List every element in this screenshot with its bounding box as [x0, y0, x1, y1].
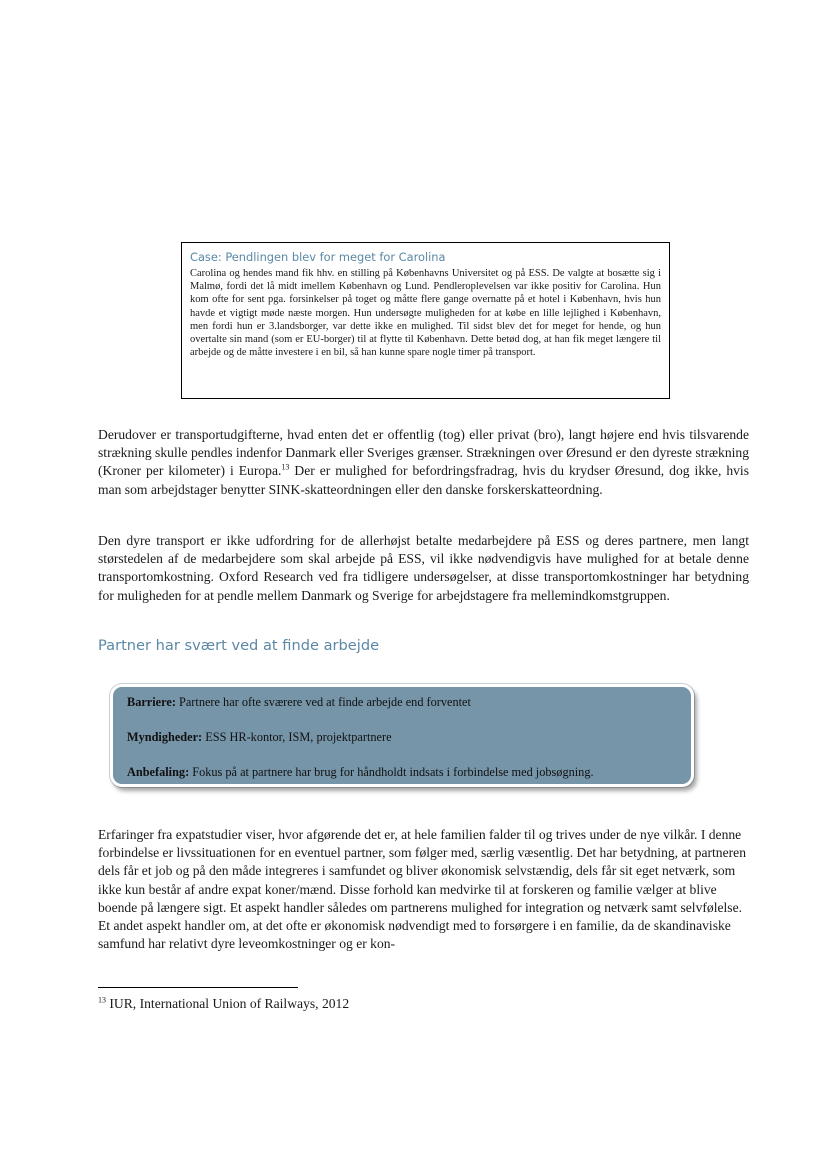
- barrier-label: Barriere:: [127, 695, 176, 709]
- footnote-number: 13: [98, 995, 106, 1005]
- case-body: Carolina og hendes mand fik hhv. en stilling på Københavns Universitet og på ESS. De valgte at bosætte sig i Malmø, fordi det lå midt imellem København og Lund. Pendleroplevelsen var ikke positiv for Carolina. Hun kom ofte for sent pga. forsinkelser på toget og måtte flere gange overnatte på et hotel i København, hvis hun havde et vigtigt møde næste morgen. Hun undersøgte muligheden for at købe en lille lejlighed i København, men fordi hun er 3.landsborger, var dette ikke en mulighed. Til sidst blev det for meget for hende, og hun overtalte sin mand (som er EU-borger) til at flytte til København. Dette betød dog, at han fik meget længere til arbejde og de måtte investere i en bil, så han kunne spare nogle timer på transport.: [190, 268, 661, 359]
- recommendation-label: Anbefaling:: [127, 765, 190, 779]
- paragraph-transport-costs: [98, 426, 749, 499]
- recommendation-line: [127, 764, 677, 781]
- case-box: [181, 242, 670, 399]
- footnote-divider: [98, 987, 298, 988]
- paragraph-transport-costs-text: Derudover er transportudgifterne, hvad enten det er offentlig (tog) eller privat (bro), langt højere end hvis tilsvarende strækning skulle pendles indenfor Danmark eller Sveriges grænser. Strækningen over Øresund er den dyreste strækning (Kroner per kilometer) i Europa.: [98, 427, 749, 479]
- authorities-line: [127, 729, 677, 746]
- footnote-reference[interactable]: 13: [281, 462, 290, 472]
- authorities-text: ESS HR-kontor, ISM, projektpartnere: [202, 730, 392, 744]
- section-heading: Partner har svært ved at finde arbejde: [98, 637, 380, 654]
- paragraph-transport-costs-text-after: Der er mulighed for befordringsfradrag, hvis du krydser Øresund, dog ikke, hvis man som arbejdstager benytter SINK-skatteordningen eller den danske forskerskatteordning.: [98, 463, 750, 497]
- authorities-label: Myndigheder:: [127, 730, 203, 744]
- recommendation-box: [110, 684, 694, 787]
- paragraph-expat-studies: Erfaringer fra expatstudier viser, hvor afgørende det er, at hele familien falder til og trives under de nye vilkår. I denne forbindelse er livssituationen for en eventuel partner, som følger med, særlig væsentlig. Det har betydning, at partneren dels får et job og på den måde integreres i samfundet og bliver økonomisk selvstændig, dels får sit eget netværk, som ikke kun består af andre expat koner/mænd. Disse forhold kan medvirke til at forskeren og familie vælger at blive boende på længere sigt. Et aspekt handler således om partnerens mulighed for integration og netværk samt selvfølelse. Et andet aspekt handler om, at det ofte er økonomisk nødvendigt med to forsørgere i en familie, da de skandinaviske samfund har relativt dyre leveomkostninger og er kon-: [98, 827, 746, 952]
- paragraph-expensive-transport: Den dyre transport er ikke udfordring for de allerhøjst betalte medarbejdere på ESS og deres partnere, men langt størstedelen af de medarbejdere som skal arbejde på ESS, vil ikke nødvendigvis have mulighed for at betale denne transportomkostning. Oxford Research ved fra tidligere undersøgelser, at disse transportomkostninger har betydning for muligheden for at pendle mellem Danmark og Sverige for arbejdstagere fra mellemindkomstgruppen.: [98, 533, 749, 603]
- recommendation-text: Fokus på at partnere har brug for håndholdt indsats i forbindelse med jobsøgning.: [189, 765, 594, 779]
- case-title: Case: Pendlingen blev for meget for Carolina: [190, 250, 446, 264]
- footnote-text: IUR, International Union of Railways, 2012: [106, 996, 350, 1011]
- footnote: [98, 995, 349, 1013]
- barrier-line: [127, 694, 677, 711]
- barrier-text: Partnere har ofte sværere ved at finde arbejde end forventet: [175, 695, 471, 709]
